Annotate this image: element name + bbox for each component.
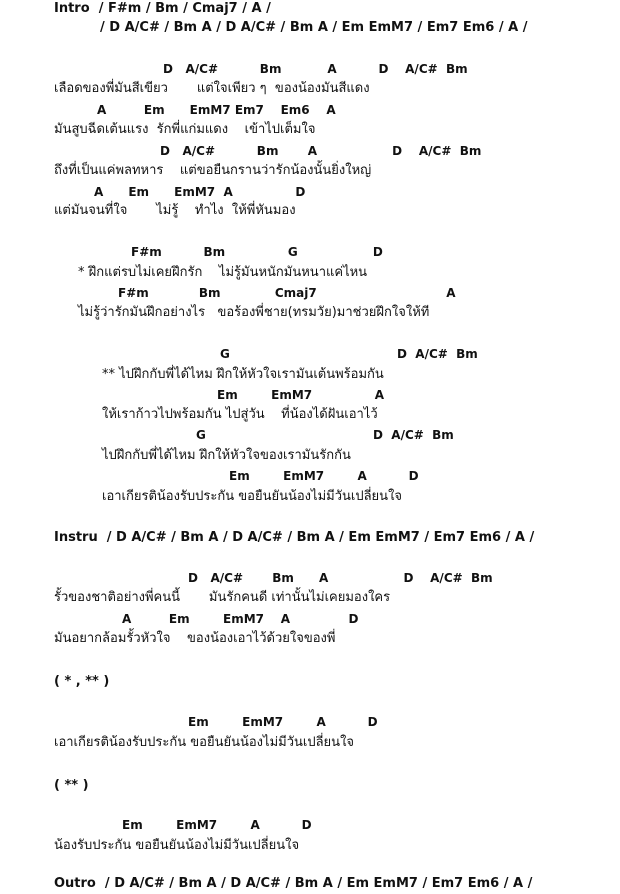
verse2-chords-1: D A/C# Bm A D A/C# Bm: [188, 571, 493, 585]
verse2-chords-2: A Em EmM7 A D: [122, 612, 359, 626]
bridge-chords: Em EmM7 A D: [188, 715, 378, 729]
instru-line: Instru / D A/C# / Bm A / D A/C# / Bm A / Em EmM7 / Em7 Em6 / A /: [54, 530, 535, 545]
intro-line-1: Intro / F#m / Bm / Cmaj7 / A /: [54, 1, 271, 16]
verse2-lyric-2: มันอยากล้อมรั้วหัวใจ ของน้องเอาไว้ด้วยใจของพี่: [54, 631, 336, 646]
pre-chords-2: F#m Bm Cmaj7 A: [118, 286, 456, 300]
repeat-marker-2: ( ** ): [54, 778, 89, 793]
chorus-chords-3: G D A/C# Bm: [196, 428, 454, 442]
repeat-marker-1: ( * , ** ): [54, 674, 110, 689]
verse1-chords-3: D A/C# Bm A D A/C# Bm: [160, 144, 482, 158]
verse1-lyric-4: แต่มันจนที่ใจ ไม่รู้ ทำไง ให้พี่หันมอง: [54, 203, 296, 218]
ending-lyric: น้องรับประกัน ขอยืนยันน้องไม่มีวันเปลี่ยนใจ: [54, 838, 300, 853]
chorus-lyric-4: เอาเกียรติน้องรับประกัน ขอยืนยันน้องไม่มีวันเปลี่ยนใจ: [102, 489, 403, 504]
bridge-lyric: เอาเกียรติน้องรับประกัน ขอยืนยันน้องไม่มีวันเปลี่ยนใจ: [54, 735, 355, 750]
verse1-lyric-1: เลือดของพี่มันสีเขียว แต่ใจเพียว ๆ ของน้องมันสีแดง: [54, 81, 370, 96]
intro-line-2: / D A/C# / Bm A / D A/C# / Bm A / Em EmM7 / Em7 Em6 / A /: [100, 20, 528, 35]
outro-line: Outro / D A/C# / Bm A / D A/C# / Bm A / Em EmM7 / Em7 Em6 / A /: [54, 876, 533, 891]
pre-lyric-1: * ฝึกแต่รบไม่เคยฝึกรัก ไม่รู้มันหนักมันหนาแค่ไหน: [78, 265, 368, 280]
verse1-lyric-2: มันสูบฉีดเต้นแรง รักพี่แก่มแดง เข้าไปเต็มใจ: [54, 122, 316, 137]
pre-chords-1: F#m Bm G D: [131, 245, 383, 259]
chorus-lyric-2: ให้เราก้าวไปพร้อมกัน ไปสู่วัน ที่น้องได้ฝันเอาไว้: [102, 407, 378, 422]
chorus-lyric-1: ** ไปฝึกกับพี่ได้ไหม ฝึกให้หัวใจเรามันเต้นพร้อมกัน: [102, 367, 384, 382]
verse2-lyric-1: รั้วของชาติอย่างพี่คนนี้ มันรักคนดี เท่านั้นไม่เคยมองใคร: [54, 590, 391, 605]
verse1-lyric-3: ถึงที่เป็นแค่พลทหาร แต่ขอยืนกรานว่ารักน้องนั้นยิ่งใหญ่: [54, 163, 372, 178]
ending-chords: Em EmM7 A D: [122, 818, 312, 832]
chorus-lyric-3: ไปฝึกกับพี่ได้ไหม ฝึกให้หัวใจของเรามันรักกัน: [102, 448, 351, 463]
verse1-chords-4: A Em EmM7 A D: [94, 185, 306, 199]
chorus-chords-1: G D A/C# Bm: [220, 347, 478, 361]
verse1-chords-2: A Em EmM7 Em7 Em6 A: [97, 103, 336, 117]
chorus-chords-2: Em EmM7 A: [217, 388, 385, 402]
chorus-chords-4: Em EmM7 A D: [229, 469, 419, 483]
verse1-chords-1: D A/C# Bm A D A/C# Bm: [163, 62, 468, 76]
pre-lyric-2: ไม่รู้ว่ารักมันฝึกอย่างไร ขอร้องพี่ชาย(ทรมวัย)มาช่วยฝึกใจให้ที: [78, 305, 430, 320]
